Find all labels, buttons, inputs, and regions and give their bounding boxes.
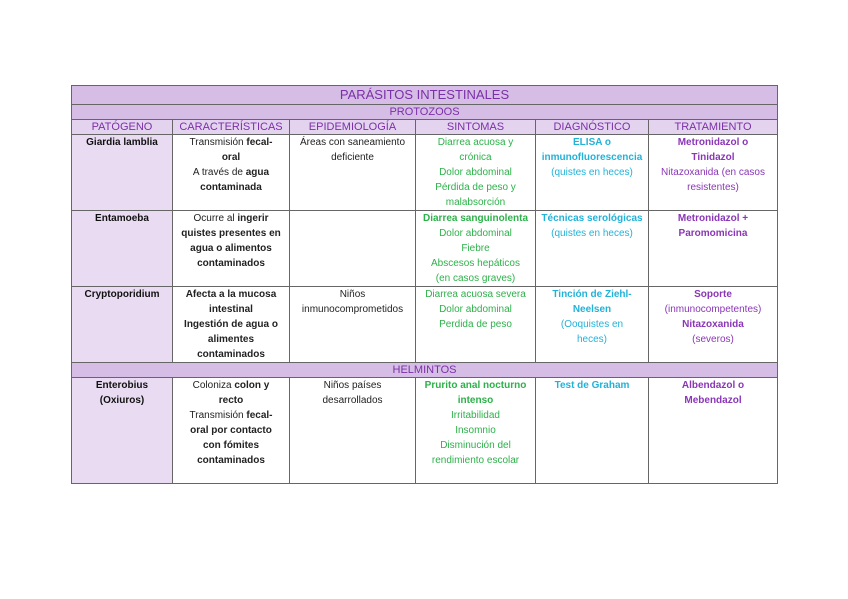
text-line: Fiebre — [461, 243, 490, 254]
text-segment-bold: contaminados — [197, 258, 265, 269]
table-row — [72, 287, 778, 363]
sintomas-cell — [416, 287, 536, 363]
text-segment-bold: oral — [221, 152, 241, 163]
text-line: (quistes en heces) — [551, 167, 633, 178]
text-line: (inmunocompetentes) — [664, 304, 762, 315]
text-line: Diarrea acuosa severa — [425, 289, 526, 300]
text-line: (en casos graves) — [435, 273, 516, 284]
text-segment-bold: recto — [218, 395, 244, 406]
text-line: contaminados — [197, 349, 265, 360]
text-line: Test de Graham — [554, 380, 630, 391]
text-segment-bold: contaminada — [200, 182, 262, 193]
pathogen-alias: (Oxiuros) — [99, 395, 145, 406]
text-line: (quistes en heces) — [551, 228, 633, 239]
text-line: Metronidazol o — [677, 137, 749, 148]
pathogen-name: Entamoeba — [95, 213, 149, 224]
text-line: Dolor abdominal — [439, 304, 512, 315]
text-line: deficiente — [331, 152, 374, 163]
text-line: Irritabilidad — [451, 410, 500, 421]
text-line: Tinidazol — [691, 152, 735, 163]
diagnostico-cell — [536, 211, 649, 287]
text-line: (Ooquistes en — [560, 319, 624, 330]
text-segment-bold: con fómites — [202, 440, 260, 451]
text-line: Paromomicina — [678, 228, 748, 239]
pathogen-name: Enterobius — [95, 380, 149, 391]
text-segment-bold: agua — [245, 167, 270, 178]
text-segment-bold: colon y — [234, 380, 270, 391]
caracteristicas-cell — [173, 287, 290, 363]
text-line: Niños — [339, 289, 366, 300]
epidemiologia-cell — [290, 135, 416, 211]
text-line: Dolor abdominal — [439, 167, 512, 178]
text-segment-bold: fecal- — [246, 410, 273, 421]
text-line: Nitazoxanida — [682, 319, 744, 330]
text-line: Diarrea sanguinolenta — [422, 213, 529, 224]
text-line: Afecta a la mucosa — [185, 289, 277, 300]
text-line: Soporte — [694, 289, 732, 300]
epidemiologia-cell — [290, 378, 416, 484]
pathogen-cell — [72, 287, 173, 363]
text-line: Prurito anal nocturno — [424, 380, 527, 391]
sintomas-cell — [416, 378, 536, 484]
text-line: Dolor abdominal — [439, 228, 512, 239]
text-line: Diarrea acuosa y — [437, 137, 514, 148]
text-line: Ingestión de agua o — [184, 319, 278, 330]
caracteristicas-cell — [173, 378, 290, 484]
text-line: Mebendazol — [684, 395, 742, 406]
pathogen-cell — [72, 135, 173, 211]
text-line: rendimiento escolar — [431, 455, 520, 466]
text-line: Metronidazol + — [677, 213, 749, 224]
tratamiento-cell — [649, 287, 778, 363]
tratamiento-cell — [649, 135, 778, 211]
text-segment-bold: quistes presentes en — [181, 228, 281, 239]
header-patogeno: PATÓGENO — [72, 120, 173, 135]
text-line: inmunocomprometidos — [301, 304, 404, 315]
diagnostico-cell — [536, 378, 649, 484]
section-helmintos: HELMINTOS — [72, 363, 778, 378]
diagnostico-cell — [536, 135, 649, 211]
text-line: intenso — [457, 395, 494, 406]
text-segment-bold: ingerir — [237, 213, 269, 224]
text-line: Nitazoxanida (en casos — [661, 167, 765, 178]
sintomas-cell — [416, 135, 536, 211]
text-segment: Coloniza — [192, 380, 235, 391]
epidemiologia-cell — [290, 287, 416, 363]
parasites-table — [71, 85, 778, 484]
header-diagnostico: DIAGNÓSTICO — [536, 120, 649, 135]
text-segment-bold: contaminados — [197, 455, 265, 466]
text-line: resistentes) — [687, 182, 739, 193]
header-sintomas: SINTOMAS — [416, 120, 536, 135]
header-caracteristicas: CARACTERÍSTICAS — [173, 120, 290, 135]
text-line: malabsorción — [445, 197, 506, 208]
tratamiento-cell — [649, 378, 778, 484]
caracteristicas-cell — [173, 211, 290, 287]
text-line: Albendazol o — [681, 380, 745, 391]
text-segment: A través de — [192, 167, 246, 178]
text-line: Insomnio — [455, 425, 496, 436]
text-segment-bold: fecal- — [246, 137, 273, 148]
text-line: heces) — [576, 334, 607, 345]
table-row — [72, 211, 778, 287]
pathogen-cell — [72, 211, 173, 287]
pathogen-name: Giardia lamblia — [86, 137, 158, 148]
text-segment: Transmisión — [189, 137, 247, 148]
pathogen-name: Cryptoporidium — [84, 289, 160, 300]
text-segment-bold: agua o alimentos — [190, 243, 272, 254]
text-line: Abscesos hepáticos — [431, 258, 520, 269]
pathogen-cell — [72, 378, 173, 484]
header-epidemiologia: EPIDEMIOLOGÍA — [290, 120, 416, 135]
text-line: Neelsen — [572, 304, 612, 315]
text-segment: Ocurre al — [193, 213, 238, 224]
table-title: PARÁSITOS INTESTINALES — [72, 86, 778, 105]
diagnostico-cell — [536, 287, 649, 363]
text-line: alimentes — [207, 334, 255, 345]
text-segment: Transmisión — [189, 410, 247, 421]
caracteristicas-cell — [173, 135, 290, 211]
text-line: (severos) — [692, 334, 734, 345]
text-line: Disminución del — [440, 440, 511, 451]
text-line: Perdida de peso — [439, 319, 512, 330]
text-line: inmunofluorescencia — [541, 152, 643, 163]
text-line: Pérdida de peso y — [435, 182, 516, 193]
text-line: Áreas con saneamiento — [299, 137, 406, 148]
table-row — [72, 378, 778, 484]
text-line: Niños países — [323, 380, 382, 391]
text-line: crónica — [459, 152, 492, 163]
tratamiento-cell — [649, 211, 778, 287]
epidemiologia-cell — [290, 211, 416, 287]
section-protozoos: PROTOZOOS — [72, 105, 778, 120]
text-line: Tinción de Ziehl- — [552, 289, 632, 300]
sintomas-cell — [416, 211, 536, 287]
text-line: intestinal — [209, 304, 253, 315]
text-line: ELISA o — [573, 137, 611, 148]
header-tratamiento: TRATAMIENTO — [649, 120, 778, 135]
text-line: Técnicas serológicas — [541, 213, 643, 224]
text-segment-bold: oral por contacto — [190, 425, 272, 436]
table-row — [72, 135, 778, 211]
text-line: desarrollados — [322, 395, 383, 406]
